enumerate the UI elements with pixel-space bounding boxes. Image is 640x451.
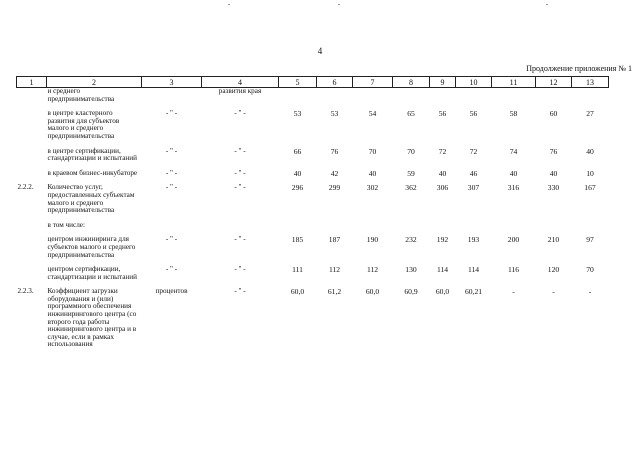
value-cell: 56 [438,109,447,119]
row-source: развития края [218,87,262,95]
value-cell: 70 [586,265,594,275]
value-cell: 330 [547,183,560,193]
value-cell: 307 [467,183,480,193]
value-cell: 112 [328,265,341,275]
row-unit: - " - [165,235,178,244]
value-cell: 72 [469,146,478,156]
column-header: 2 [47,77,142,88]
value-cell: 97 [586,235,594,245]
row-code [17,141,47,163]
value-cell: 111 [292,265,303,275]
table-row [17,103,609,140]
row-description: Коэффициент загрузки оборудования и (или) программного обеспечения инжинирингового центра (со второго года работы инжинирингового центра и в случае, если в рамках использования [47,287,137,349]
value-cell: 193 [467,235,480,245]
value-cell: 72 [438,146,447,156]
row-source: - " - [234,235,246,244]
value-cell: 61,2 [327,287,342,297]
value-cell [279,88,317,104]
scan-speck [546,4,548,5]
row-description: и среднего предпринимательства [47,87,115,103]
value-cell: 40 [293,168,302,178]
value-cell: 316 [507,183,520,193]
value-cell [317,215,353,230]
table-row [17,229,609,259]
value-cell [393,215,430,230]
value-cell [492,215,536,230]
value-cell [353,215,393,230]
value-cell: 120 [547,265,560,275]
value-cell: 299 [328,183,341,193]
value-cell: 58 [509,109,518,119]
value-cell: 40 [368,168,377,178]
value-cell [572,88,609,104]
value-cell: 296 [291,183,304,193]
value-cell [393,88,430,104]
table-row [17,141,609,163]
value-cell: 60,0 [435,287,450,297]
value-cell [572,215,609,230]
column-header: 12 [536,77,572,88]
row-unit: - " - [165,146,178,155]
value-cell: 200 [507,235,520,245]
value-cell: 56 [469,109,478,119]
table-row [17,281,609,349]
scan-speck [228,4,230,5]
row-source: - " - [234,287,246,296]
row-source: - " - [234,183,246,192]
value-cell [317,88,353,104]
value-cell: 190 [366,235,379,245]
table-row [17,215,609,230]
column-header: 7 [353,77,393,88]
value-cell: 27 [586,109,594,119]
row-unit [142,215,202,230]
value-cell [456,215,492,230]
scan-speck [338,4,340,5]
value-cell: 59 [407,168,415,178]
row-description: в том числе: [47,220,85,229]
value-cell [536,215,572,230]
value-cell: - [588,287,592,297]
value-cell [430,88,456,104]
column-header: 5 [279,77,317,88]
row-unit: - " - [165,168,178,177]
indicators-table [16,76,609,349]
value-cell: 54 [368,109,377,119]
value-cell: 46 [469,168,478,178]
value-cell: 187 [328,235,341,245]
table-row [17,259,609,281]
row-description: Количество услуг, предоставленных субъектам малого и среднего предпринимательства [47,183,135,215]
value-cell: 74 [509,146,518,156]
column-header: 11 [492,77,536,88]
value-cell: 60,21 [464,287,483,297]
row-code [17,163,47,178]
value-cell: 53 [293,109,302,119]
row-unit: - " - [165,109,178,118]
column-header: 6 [317,77,353,88]
value-cell: 185 [291,235,304,245]
value-cell: 60,0 [290,287,305,297]
value-cell: - [552,287,555,297]
value-cell: 112 [366,265,379,275]
value-cell: 60,0 [365,287,380,297]
table-row [17,163,609,178]
value-cell: 70 [368,146,377,156]
table-row [17,88,609,104]
value-cell: 76 [549,146,558,156]
page-number: 4 [317,46,323,56]
value-cell [536,88,572,104]
row-description: центром инжиниринга для субъектов малого и среднего предпринимательства [47,235,136,259]
row-unit: - " - [165,183,178,192]
value-cell [353,88,393,104]
row-description: в краевом бизнес-инкубаторе [47,168,138,177]
value-cell: 362 [405,183,417,193]
value-cell: 232 [405,235,417,245]
value-cell: 167 [584,183,596,193]
value-cell: 76 [330,146,339,156]
column-header: 10 [456,77,492,88]
column-numbers-row [17,77,609,88]
value-cell: 10 [586,168,594,178]
value-cell [456,88,492,104]
column-header: 3 [142,77,202,88]
row-description: в центре сертификации, стандартизации и испытаний [47,146,137,163]
row-unit: - " - [165,265,178,274]
value-cell: 116 [507,265,520,275]
row-code [17,103,47,140]
value-cell: 40 [438,168,447,178]
row-source: - " - [234,109,246,118]
row-code: 2.2.2. [17,183,34,192]
value-cell: 40 [586,146,594,156]
column-header: 1 [17,77,47,88]
value-cell: 42 [330,168,339,178]
column-header: 4 [202,77,279,88]
row-code [17,215,47,230]
row-source [202,215,279,230]
value-cell: 65 [407,109,415,119]
row-code [17,88,47,104]
row-code: 2.2.3. [17,287,34,296]
value-cell: 60,9 [404,287,418,297]
row-source: - " - [234,265,246,274]
row-description: в центре кластерного развития для субъектов малого и среднего предпринимательства [47,109,120,140]
table-row [17,177,609,214]
row-code [17,259,47,281]
value-cell: 53 [330,109,339,119]
appendix-continuation-note: Продолжение приложения № 1 [526,64,632,73]
value-cell: 40 [509,168,518,178]
value-cell: 130 [405,265,417,275]
value-cell: 40 [549,168,558,178]
value-cell: 60 [549,109,558,119]
column-header: 13 [572,77,609,88]
value-cell: 114 [436,265,449,275]
value-cell [492,88,536,104]
row-source: - " - [234,146,246,155]
value-cell: 302 [366,183,379,193]
value-cell: - [512,287,515,297]
value-cell: 66 [293,146,302,156]
column-header: 8 [393,77,430,88]
row-code [17,229,47,259]
row-unit: процентов [155,287,188,296]
row-source: - " - [234,168,246,177]
value-cell: 114 [467,265,480,275]
row-description: центром сертификации, стандартизации и испытаний [47,265,137,281]
value-cell: 70 [407,146,415,156]
value-cell: 210 [547,235,560,245]
row-unit [142,88,202,104]
value-cell: 306 [436,183,449,193]
value-cell: 192 [436,235,449,245]
value-cell [430,215,456,230]
column-header: 9 [430,77,456,88]
value-cell [279,215,317,230]
